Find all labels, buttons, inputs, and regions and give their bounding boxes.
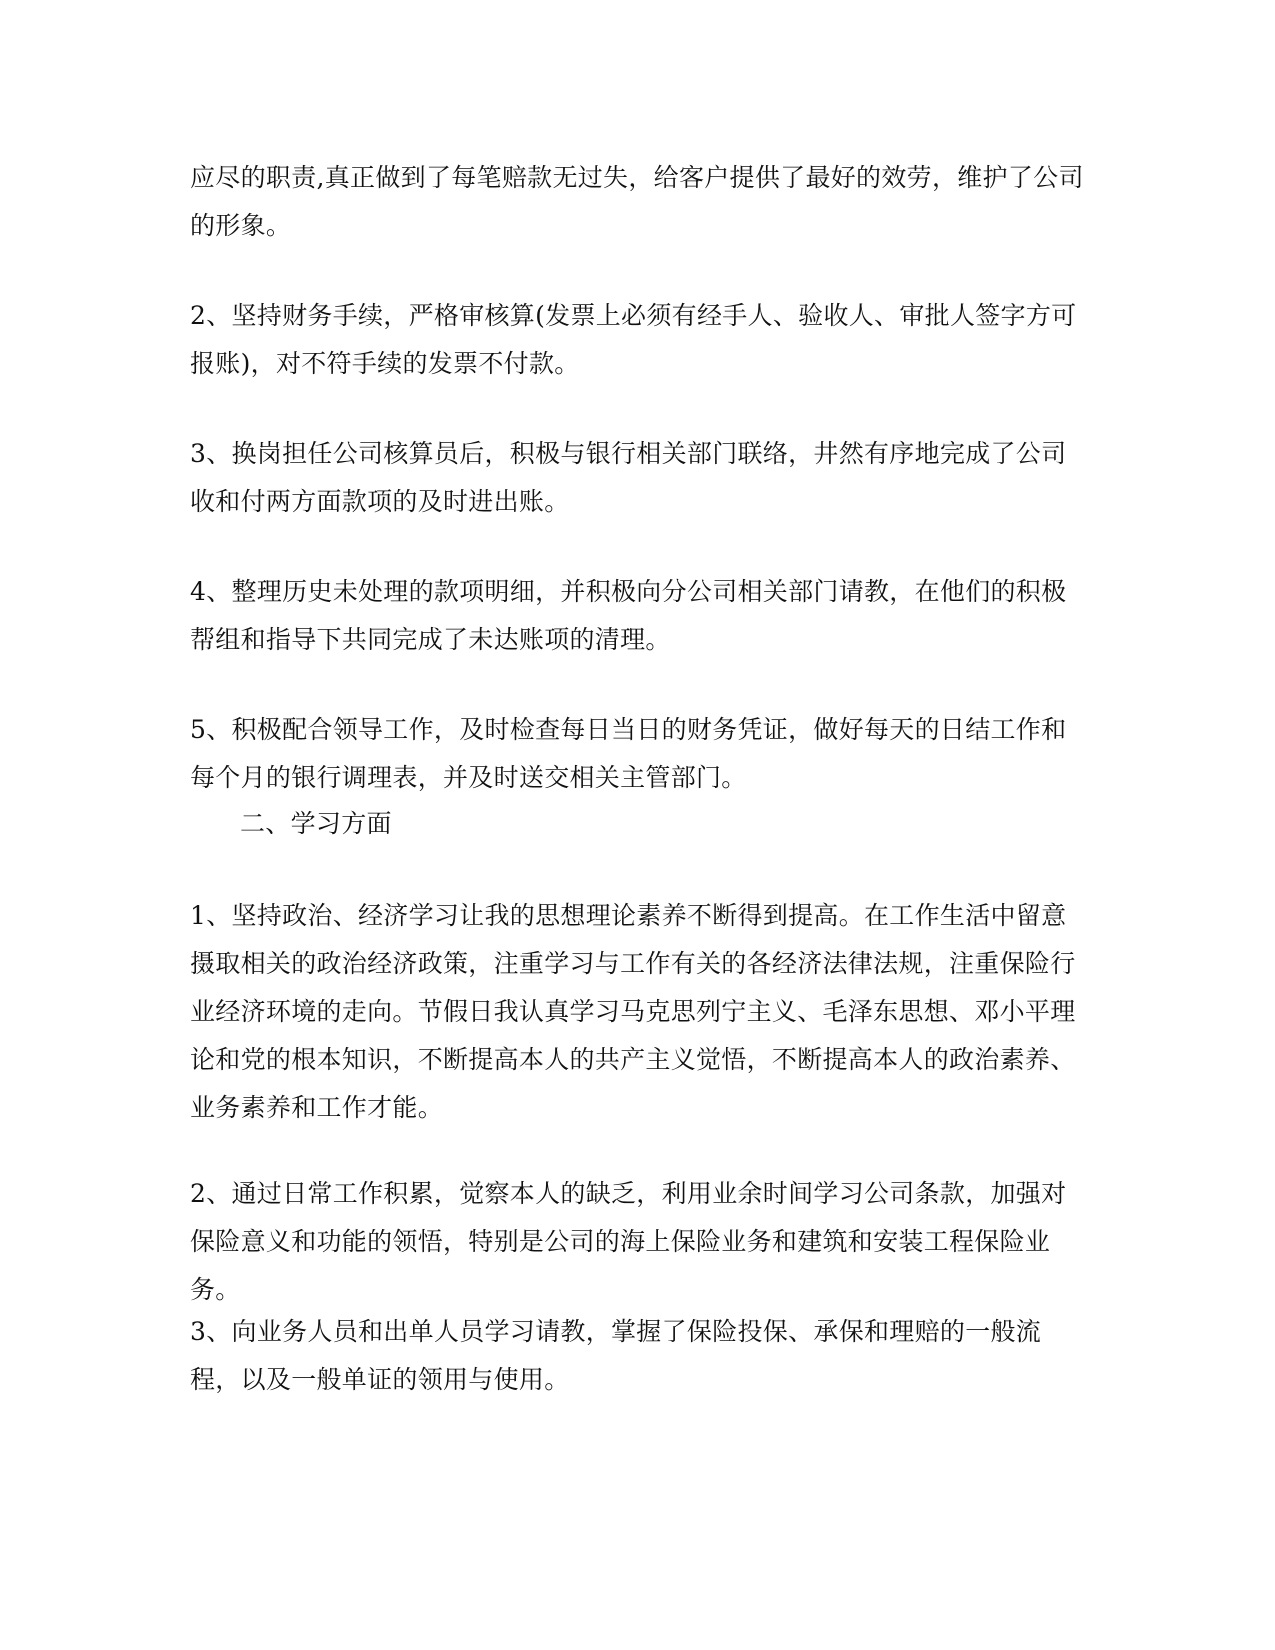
paragraph-study-politics: 1、坚持政治、经济学习让我的思想理论素养不断得到提高。在工作生活中留意摄取相关的政治经济政策，注重学习与工作有关的各经济法律法规，注重保险行业经济环境的走向。节假日我认真学习马克思列宁主义、毛泽东思想、邓小平理论和党的根本知识，不断提高本人的共产主义觉悟，不断提高本人的政治素养、业务素养和工作才能。 bbox=[190, 901, 1076, 1122]
paragraph-history-cleanup: 4、整理历史未处理的款项明细，并积极向分公司相关部门请教，在他们的积极帮组和指导下共同完成了未达账项的清理。 bbox=[190, 577, 1067, 654]
paragraph-finance-procedure: 2、坚持财务手续，严格审核算(发票上必须有经手人、验收人、审批人签字方可报账)，对不符手续的发票不付款。 bbox=[190, 301, 1077, 378]
section-heading: 二、学习方面 bbox=[240, 809, 392, 838]
paragraph-study-terms: 2、通过日常工作积累，觉察本人的缺乏，利用业余时间学习公司条款，加强对保险意义和功能的领悟，特别是公司的海上保险业务和建筑和安装工程保险业务。 bbox=[190, 1179, 1067, 1304]
paragraph-cooperate-leadership: 5、积极配合领导工作，及时检查每日当日的财务凭证，做好每天的日结工作和每个月的银行调理表，并及时送交相关主管部门。 bbox=[190, 715, 1067, 792]
paragraph-duty: 应尽的职责,真正做到了每笔赔款无过失，给客户提供了最好的效劳，维护了公司的形象。 bbox=[190, 163, 1084, 240]
paragraph-accountant-role: 3、换岗担任公司核算员后，积极与银行相关部门联络，井然有序地完成了公司收和付两方面款项的及时进出账。 bbox=[190, 439, 1067, 516]
paragraph-study-process: 3、向业务人员和出单人员学习请教，掌握了保险投保、承保和理赔的一般流程，以及一般单证的领用与使用。 bbox=[190, 1317, 1042, 1394]
